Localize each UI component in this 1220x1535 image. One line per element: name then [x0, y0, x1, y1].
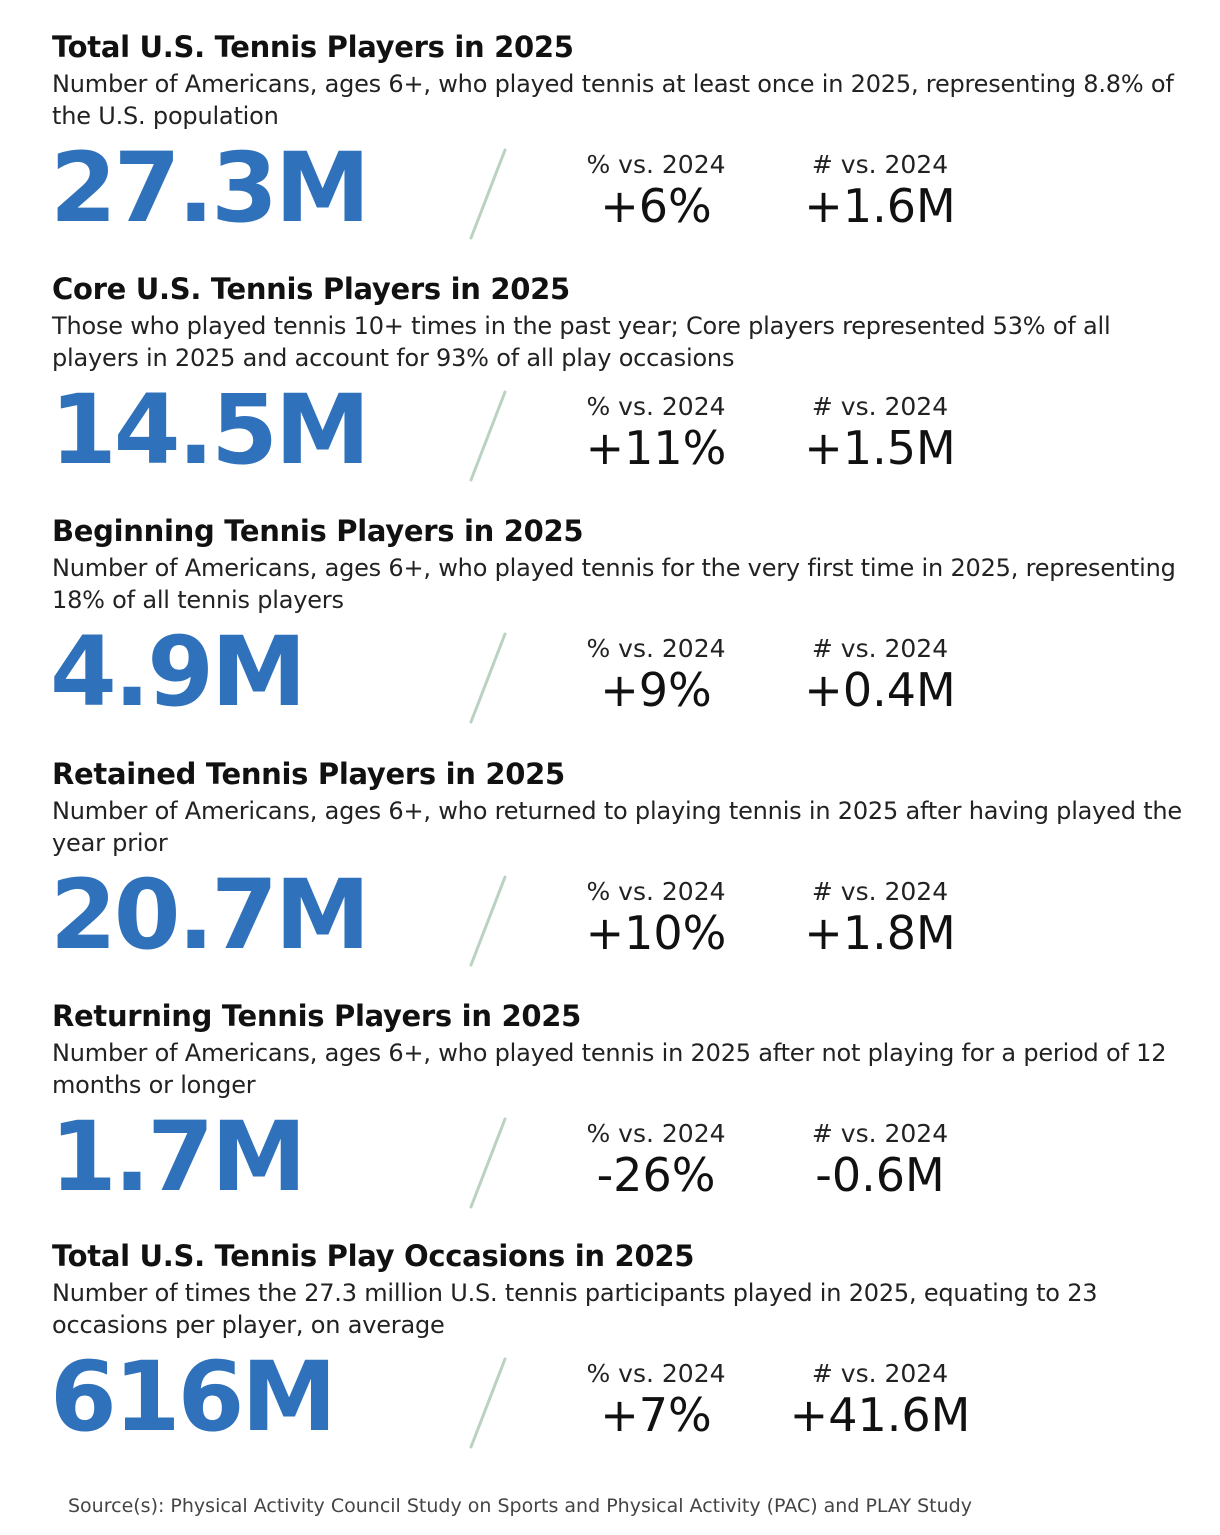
divider-slash [463, 1357, 513, 1449]
number-change-value: +1.6M [804, 179, 956, 233]
number-change-label: # vs. 2024 [811, 1359, 949, 1388]
number-change [760, 150, 1000, 232]
percent-change-value: +6% [600, 179, 712, 233]
number-change [760, 634, 1000, 716]
headline-value: 14.5M [50, 374, 368, 486]
number-change-label: # vs. 2024 [811, 877, 949, 906]
source-note: Source(s): Physical Activity Council Study on Sports and Physical Activity (PAC) and PLAY Study [68, 1495, 972, 1517]
percent-change-label: % vs. 2024 [586, 1359, 726, 1388]
number-change [760, 392, 1000, 474]
percent-change-value: +7% [600, 1388, 712, 1442]
headline-value: 20.7M [50, 859, 368, 971]
number-change-label: # vs. 2024 [811, 1119, 949, 1148]
number-change [760, 877, 1000, 959]
section-title: Returning Tennis Players in 2025 [52, 999, 581, 1033]
percent-change [536, 877, 776, 959]
percent-change [536, 1359, 776, 1441]
divider-slash [463, 632, 513, 724]
percent-change-label: % vs. 2024 [586, 150, 726, 179]
percent-change-value: +10% [585, 906, 727, 960]
percent-change [536, 1119, 776, 1201]
headline-value: 616M [50, 1341, 334, 1453]
divider-slash [463, 875, 513, 967]
section-description: Those who played tennis 10+ times in the past year; Core players represented 53% of all players in 2025 and account for 93% of all play occasions [52, 312, 1111, 372]
section-description: Number of Americans, ages 6+, who played tennis for the very first time in 2025, representing 18% of all tennis players [52, 554, 1176, 614]
number-change [760, 1119, 1000, 1201]
section-description: Number of Americans, ages 6+, who played tennis in 2025 after not playing for a period of 12 months or longer [52, 1039, 1167, 1099]
headline-value: 4.9M [50, 616, 304, 728]
number-change-value: +1.5M [804, 421, 956, 475]
number-change-label: # vs. 2024 [811, 634, 949, 663]
stat-section-retained-players [0, 757, 1220, 997]
stat-section-play-occasions [0, 1239, 1220, 1479]
percent-change-label: % vs. 2024 [586, 877, 726, 906]
headline-value: 27.3M [50, 132, 368, 244]
number-change-value: +41.6M [789, 1388, 971, 1442]
percent-change-label: % vs. 2024 [586, 392, 726, 421]
percent-change-value: +9% [600, 663, 712, 717]
number-change-value: +1.8M [804, 906, 956, 960]
headline-value: 1.7M [50, 1101, 304, 1213]
percent-change-label: % vs. 2024 [586, 1119, 726, 1148]
percent-change-value: +11% [585, 421, 727, 475]
section-title: Retained Tennis Players in 2025 [52, 757, 565, 791]
number-change-label: # vs. 2024 [811, 392, 949, 421]
section-title: Total U.S. Tennis Play Occasions in 2025 [52, 1239, 695, 1273]
divider-slash [463, 390, 513, 482]
divider-slash [463, 1117, 513, 1209]
number-change [760, 1359, 1000, 1441]
percent-change [536, 634, 776, 716]
section-description: Number of Americans, ages 6+, who returned to playing tennis in 2025 after having played the year prior [52, 797, 1183, 857]
divider-slash [463, 148, 513, 240]
section-title: Core U.S. Tennis Players in 2025 [52, 272, 570, 306]
percent-change [536, 150, 776, 232]
section-description: Number of Americans, ages 6+, who played tennis at least once in 2025, representing 8.8% of the U.S. population [52, 70, 1174, 130]
section-title: Beginning Tennis Players in 2025 [52, 514, 584, 548]
percent-change-value: -26% [596, 1148, 716, 1202]
stat-section-beginning-players [0, 514, 1220, 754]
percent-change [536, 392, 776, 474]
number-change-value: -0.6M [815, 1148, 945, 1202]
stat-section-total-players [0, 30, 1220, 270]
section-description: Number of times the 27.3 million U.S. tennis participants played in 2025, equating to 23 occasions per player, on average [52, 1279, 1098, 1339]
stat-section-core-players [0, 272, 1220, 512]
stat-section-returning-players [0, 999, 1220, 1239]
percent-change-label: % vs. 2024 [586, 634, 726, 663]
number-change-value: +0.4M [804, 663, 956, 717]
number-change-label: # vs. 2024 [811, 150, 949, 179]
section-title: Total U.S. Tennis Players in 2025 [52, 30, 574, 64]
